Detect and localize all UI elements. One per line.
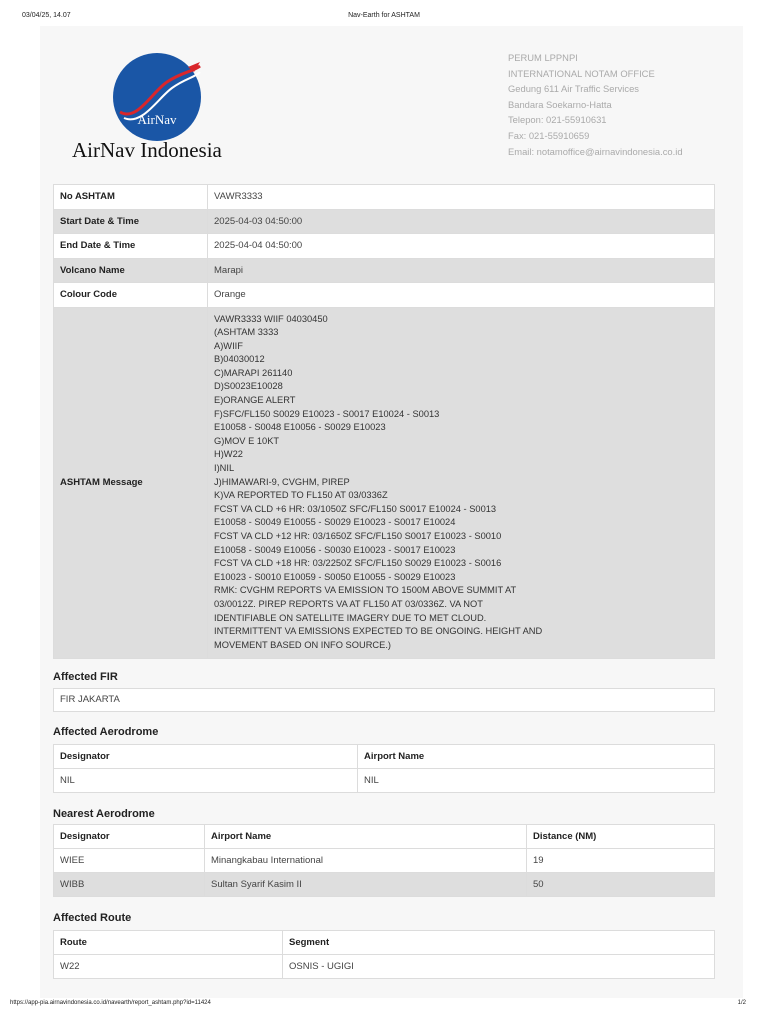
column-header: Designator [54,825,205,849]
message-line: E)ORANGE ALERT [214,395,296,406]
table-row [54,873,715,897]
table-row [54,955,715,979]
table-header-row [54,931,715,955]
office-line: Bandara Soekarno-Hatta [508,98,612,110]
colour-code-value: Orange [208,283,715,308]
nearest-aerodrome-title: Nearest Aerodrome [53,808,155,820]
page-number: 1/2 [737,1000,746,1006]
start-date-label: Start Date & Time [54,209,208,234]
ashtam-message-value [208,307,715,659]
column-header: Distance (NM) [527,825,715,849]
message-line: B)04030012 [214,354,265,365]
airnav-logo [72,50,252,170]
table-header-row [54,825,715,849]
message-line: FCST VA CLD +6 HR: 03/1050Z SFC/FL150 S0017 E10024 - S0013 [214,503,497,514]
message-line: FCST VA CLD +18 HR: 03/2250Z SFC/FL150 S0029 E10023 - S0016 [214,558,502,569]
office-info [508,50,738,159]
message-line: A)WIIF [214,340,243,351]
affected-route-title: Affected Route [53,912,132,924]
no-ashtam-value: VAWR3333 [208,185,715,210]
start-date-value: 2025-04-03 04:50:00 [208,209,715,234]
message-line: IDENTIFIABLE ON SATELLITE IMAGERY DUE TO MET CLOUD. [214,612,487,623]
table-row [54,258,715,283]
airnav-logo-icon [112,52,202,142]
table-cell: WIEE [54,849,205,873]
print-date: 03/04/25, 14.07 [22,12,71,19]
column-header: Airport Name [358,745,715,769]
message-line: E10058 - S0048 E10056 - S0029 E10023 [214,422,386,433]
message-line: VAWR3333 WIIF 04030450 [214,313,328,324]
table-row [54,849,715,873]
print-footer [10,1000,746,1010]
print-url: https://app-pia.airnavindonesia.co.id/navearth/report_ashtam.php?id=11424 [10,1000,211,1006]
ashtam-message-text [214,308,708,659]
table-cell: 50 [527,873,715,897]
table-cell: NIL [54,769,358,793]
end-date-label: End Date & Time [54,234,208,259]
nearest-aerodrome-table [53,824,715,897]
message-line: K)VA REPORTED TO FL150 AT 03/0336Z [214,490,388,501]
ashtam-message-label: ASHTAM Message [54,307,208,659]
no-ashtam-label: No ASHTAM [54,185,208,210]
office-line: INTERNATIONAL NOTAM OFFICE [508,67,655,79]
logo-badge-text: AirNav [137,112,177,127]
column-header: Route [54,931,283,955]
message-line: D)S0023E10028 [214,381,283,392]
table-cell: OSNIS - UGIGI [283,955,715,979]
table-cell: NIL [358,769,715,793]
affected-aerodrome-title: Affected Aerodrome [53,726,159,738]
report-page [40,26,743,998]
message-line: I)NIL [214,463,235,474]
volcano-name-value: Marapi [208,258,715,283]
message-line: H)W22 [214,449,243,460]
office-line: Telepon: 021-55910631 [508,114,607,126]
message-line: RMK: CVGHM REPORTS VA EMISSION TO 1500M ABOVE SUMMIT AT [214,585,517,596]
office-line: Email: notamoffice@airnavindonesia.co.id [508,145,683,157]
affected-fir-value: FIR JAKARTA [53,688,715,712]
message-line: 03/0012Z. PIREP REPORTS VA AT FL150 AT 03/0336Z. VA NOT [214,598,483,609]
column-header: Airport Name [205,825,527,849]
message-line: FCST VA CLD +12 HR: 03/1650Z SFC/FL150 S0017 E10023 - S0010 [214,531,502,541]
table-row [54,769,715,793]
table-row [54,209,715,234]
table-row [54,307,715,659]
message-line: C)MARAPI 261140 [214,367,293,378]
office-line: Gedung 611 Air Traffic Services [508,83,639,95]
table-row [54,283,715,308]
volcano-name-label: Volcano Name [54,258,208,283]
end-date-value: 2025-04-04 04:50:00 [208,234,715,259]
table-cell: Sultan Syarif Kasim II [205,873,527,897]
company-name: AirNav Indonesia [72,138,222,162]
message-line: INTERMITTENT VA EMISSIONS EXPECTED TO BE ONGOING. HEIGHT AND [214,626,543,637]
table-cell: Minangkabau International [205,849,527,873]
colour-code-label: Colour Code [54,283,208,308]
table-row [54,185,715,210]
message-line: E10023 - S0010 E10059 - S0050 E10055 - S0029 E10023 [214,571,456,582]
table-header-row [54,745,715,769]
affected-route-table [53,930,715,979]
message-line: E10058 - S0049 E10056 - S0030 E10023 - S0017 E10023 [214,544,456,555]
print-title: Nav-Earth for ASHTAM [348,12,420,19]
message-line: G)MOV E 10KT [214,435,280,446]
message-line: MOVEMENT BASED ON INFO SOURCE.) [214,639,392,650]
message-line: F)SFC/FL150 S0029 E10023 - S0017 E10024 - S0013 [214,408,440,419]
affected-aerodrome-table [53,744,715,793]
ashtam-info-table [53,184,715,659]
table-cell: 19 [527,849,715,873]
column-header: Segment [283,931,715,955]
table-cell: WIBB [54,873,205,897]
message-line: (ASHTAM 3333 [214,327,279,338]
print-header [22,12,746,22]
column-header: Designator [54,745,358,769]
table-cell: W22 [54,955,283,979]
office-line: Fax: 021-55910659 [508,129,590,141]
table-row [54,234,715,259]
message-line: J)HIMAWARI-9, CVGHM, PIREP [214,476,350,487]
office-line: PERUM LPPNPI [508,52,578,63]
message-line: E10058 - S0049 E10055 - S0029 E10023 - S0017 E10024 [214,517,456,528]
affected-fir-title: Affected FIR [53,671,118,683]
